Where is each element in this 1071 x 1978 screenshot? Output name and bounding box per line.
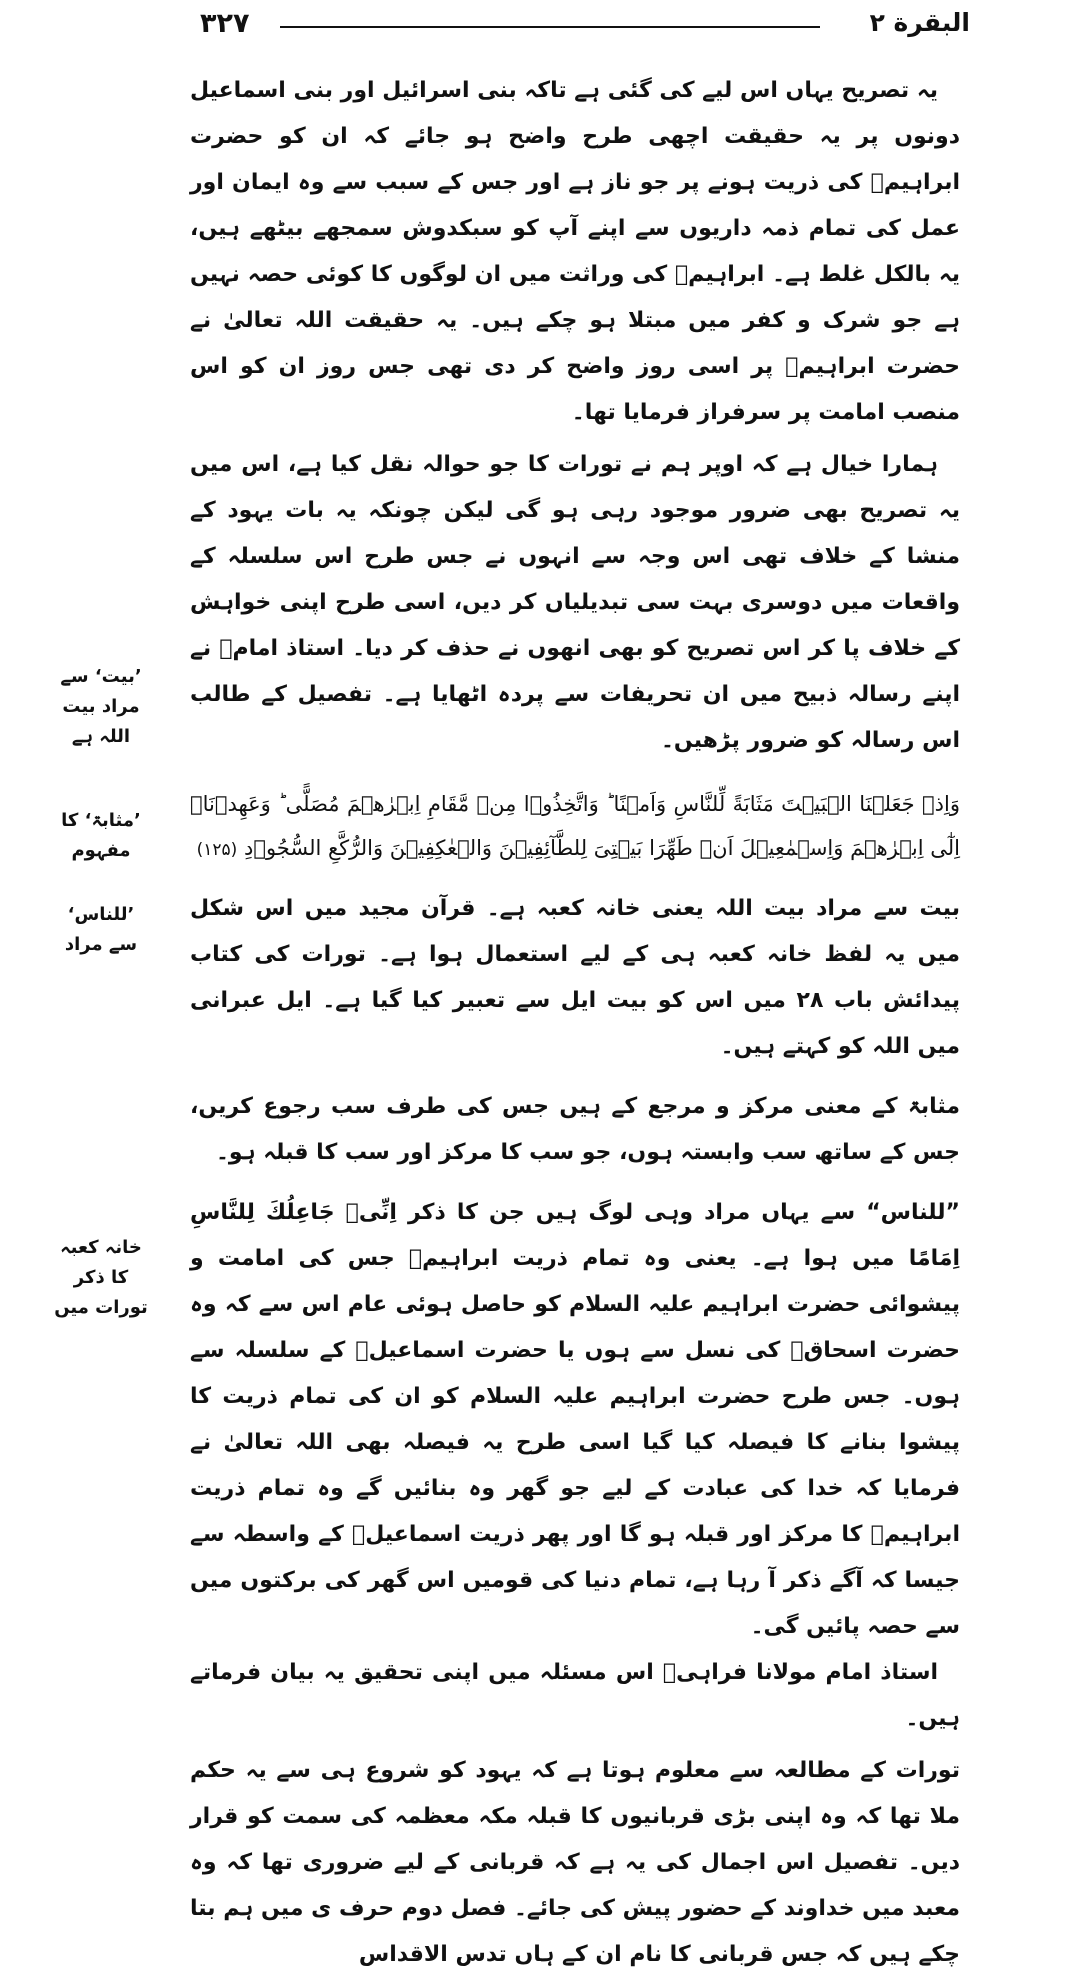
verse-reference: (۱۲۵) bbox=[196, 840, 238, 860]
side-note: خانہ کعبہ کا ذکر تورات میں bbox=[54, 1237, 148, 1318]
page-header bbox=[200, 8, 970, 44]
paragraph: استاذ امام مولانا فراہیؒ اس مسئلہ میں اپنی تحقیق یہ بیان فرماتے ہیں۔ bbox=[190, 1660, 960, 1731]
verse-text: وَاِذۡ جَعَلۡنَا الۡبَيۡتَ مَثَابَةً لِّلنَّاسِ وَاَمۡنًا ؕ وَاتَّخِذُوۡا مِنۡ مَّقَامِ اِبۡرٰهٖمَ مُصَلًّى ؕ وَعَهِدۡنَاۤ اِلٰٓى اِبۡرٰهٖمَ وَاِسۡمٰعِيۡلَ اَنۡ طَهِّرَا بَيۡتِىَ لِلطَّآئِفِيۡنَ وَالۡعٰكِفِيۡنَ وَالرُّكَّعِ السُّجُوۡدِ bbox=[190, 792, 960, 860]
paragraph: مثابۃ کے معنی مرکز و مرجع کے ہیں جس کی طرف سب رجوع کریں، جس کے ساتھ سب وابستہ ہوں، جو سب کا مرکز اور سب کا قبلہ ہو۔ bbox=[190, 1094, 960, 1165]
header-rule bbox=[280, 26, 820, 28]
side-note: ’للناس‘ سے مراد bbox=[64, 904, 138, 955]
main-text bbox=[190, 68, 960, 1967]
side-note: ’مثابۃ‘ کا مفہوم bbox=[61, 810, 141, 861]
quran-verse bbox=[190, 782, 960, 872]
side-note: ’بیت‘ سے مراد بیت اللہ ہے bbox=[60, 666, 142, 747]
page-number: ۳۲۷ bbox=[200, 8, 250, 39]
surah-label: البقرة ۲ bbox=[869, 8, 970, 37]
paragraph: بیت سے مراد بیت اللہ یعنی خانہ کعبہ ہے۔ قرآن مجید میں اس شکل میں یہ لفظ خانہ کعبہ ہی کے لیے استعمال ہوا ہے۔ تورات کی کتاب پیدائش باب ۲۸ میں اس کو بیت ایل سے تعبیر کیا گیا ہے۔ ایل عبرانی میں اللہ کو کہتے ہیں۔ bbox=[190, 896, 960, 1059]
paragraph: ”للناس“ سے یہاں مراد وہی لوگ ہیں جن کا ذکر اِنِّىۡ جَاعِلُكَ لِلنَّاسِ اِمَامًا میں ہوا ہے۔ یعنی وہ تمام ذریت ابراہیمؑ جس کی امامت و پیشوائی حضرت ابراہیم علیہ السلام کو حاصل ہوئی عام اس سے کہ وہ حضرت اسحاقؑ کی نسل سے ہوں یا حضرت اسماعیلؑ کے سلسلہ سے ہوں۔ جس طرح حضرت ابراہیم علیہ السلام کو ان کی تمام ذریت کا پیشوا بنانے کا فیصلہ کیا گیا اسی طرح یہ فیصلہ بھی اللہ تعالیٰ نے فرمایا کہ خدا کی عبادت کے لیے جو گھر وہ بنائیں گے وہ تمام ذریت ابراہیمؑ کا مرکز اور قبلہ ہو گا اور پھر ذریت اسماعیلؑ کے واسطہ سے جیسا کہ آگے ذکر آ رہا ہے، تمام دنیا کی قومیں اس گھر کی برکتوں میں سے حصہ پائیں گی۔ bbox=[190, 1200, 960, 1639]
paragraph: یہ تصریح یہاں اس لیے کی گئی ہے تاکہ بنی اسرائیل اور بنی اسماعیل دونوں پر یہ حقیقت اچھی طرح واضح ہو جائے کہ ان کو حضرت ابراہیمؑ کی ذریت ہونے پر جو ناز ہے اور جس کے سبب سے وہ ایمان اور عمل کی تمام ذمہ داریوں سے اپنے آپ کو سبکدوش سمجھے بیٹھے ہیں، یہ بالکل غلط ہے۔ ابراہیمؑ کی وراثت میں ان لوگوں کا کوئی حصہ نہیں ہے جو شرک و کفر میں مبتلا ہو چکے ہیں۔ یہ حقیقت اللہ تعالیٰ نے حضرت ابراہیمؑ پر اسی روز واضح کر دی تھی جس روز ان کو اس منصب امامت پر سرفراز فرمایا تھا۔ bbox=[190, 78, 960, 425]
paragraph: تورات کے مطالعہ سے معلوم ہوتا ہے کہ یہود کو شروع ہی سے یہ حکم ملا تھا کہ وہ اپنی بڑی قربانیوں کا قبلہ مکہ معظمہ کی سمت کو قرار دیں۔ تفصیل اس اجمال کی یہ ہے کہ قربانی کے لیے ضروری تھا کہ وہ معبد میں خداوند کے حضور پیش کی جائے۔ فصل دوم حرف ی میں ہم بتا چکے ہیں کہ جس قربانی کا نام ان کے ہاں تدس الاقداس bbox=[190, 1758, 960, 1967]
paragraph: ہمارا خیال ہے کہ اوپر ہم نے تورات کا جو حوالہ نقل کیا ہے، اس میں یہ تصریح بھی ضرور موجود رہی ہو گی لیکن چونکہ یہ بات یہود کے منشا کے خلاف تھی اس وجہ سے انہوں نے جس طرح اس سلسلہ کے واقعات میں دوسری بہت سی تبدیلیاں کر دیں، اسی طرح اپنی خواہش کے خلاف پا کر اس تصریح کو بھی انھوں نے حذف کر دیا۔ استاذ امامؒ نے اپنے رسالہ ذبیح میں ان تحریفات سے پردہ اٹھایا ہے۔ تفصیل کے طالب اس رسالہ کو ضرور پڑھیں۔ bbox=[190, 452, 960, 753]
